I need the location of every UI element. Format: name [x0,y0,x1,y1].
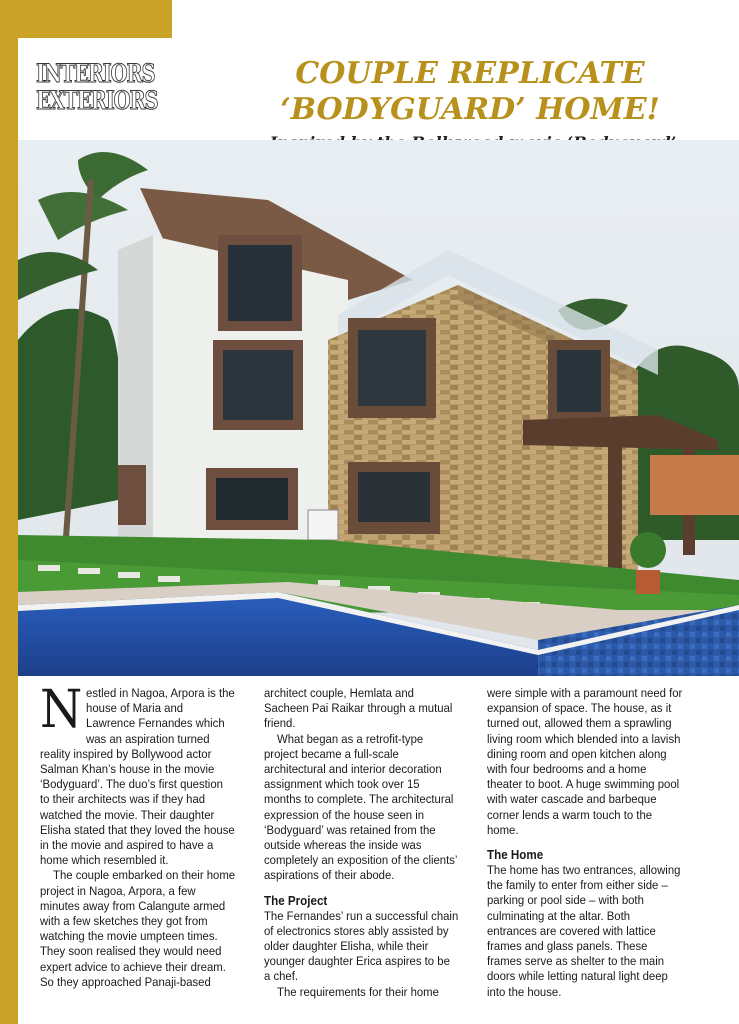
headline-line2: ‘BODYGUARD’ HOME! [280,92,660,127]
headline [250,56,690,128]
subheading-the-project: The Project [264,893,328,908]
col2-paragraph-2: What began as a retrofit-type project became a full-scale architectural and interior decoration assignment which took over 15 months to complete. The architectural expression of the house seen in ‘Bodyguard’ was retained from the outside whereas the inside was completely an exposition of the clients’ aspirations of their abode. [264,731,458,883]
col3-paragraph-1: were simple with a paramount need for expansion of space. The house, as it turned out, allowed them a sprawling living room which blended into a lavish dining room and open kitchen along with four bedrooms and a home theater to boot. A huge swimming pool with water cascade and barbeque corner lends a warm touch to the home. [487,686,683,837]
house-illustration [18,140,739,676]
article-body [40,680,720,999]
col2-paragraph-1: architect couple, Hemlata and Sacheen Pai Raikar through a mutual friend. [264,686,453,731]
column-1 [40,680,236,990]
col2-paragraph-3: The Fernandes’ run a successful chain of electronics stores ably assisted by older daughter Elisha, while their younger daughter Erica aspires to be a chef. [264,908,459,984]
col1-paragraph-1: estled in Nagoa, Arpora is the house of Maria and Lawrence Fernandes which was an aspiration turned reality inspired by Bollywood actor Salman Khan’s house in the movie ‘Bodyguard’. The duo’s first question to their architects was if they had watched the movie. Their daughter Elisha stated that they loved the house in the movie and aspired to have a home which resembled it. [40,686,235,868]
column-2 [264,686,459,1000]
house-photo [18,140,739,676]
col1-paragraph-2: The couple embarked on their home project in Nagoa, Arpora, a few minutes away from Calangute armed with a few sketches they got from watching the movie umpteen times. They soon realised they would need expert advice to achieve their dream. So they approached Panaji-based [40,868,236,989]
gold-top-tab [0,0,172,38]
section-tag-line1: INTERIORS [36,59,155,88]
column-3 [487,686,682,1000]
section-tag-line2: EXTERIORS [36,86,158,115]
subheading-the-home: The Home [487,848,544,863]
section-tag [36,59,158,115]
headline-line1: COUPLE REPLICATE [295,56,645,91]
gold-margin-bar [0,0,18,1024]
drop-cap: N [40,680,83,740]
col3-paragraph-2: The home has two entrances, allowing the family to enter from either side – parking or pool side – with both culminating at the altar. Both entrances are covered with lattice frames and glass panels. These frames serve as shelter to the main doors while letting natural light deep into the house. [487,863,681,999]
col2-paragraph-4: The requirements for their home [277,984,439,999]
